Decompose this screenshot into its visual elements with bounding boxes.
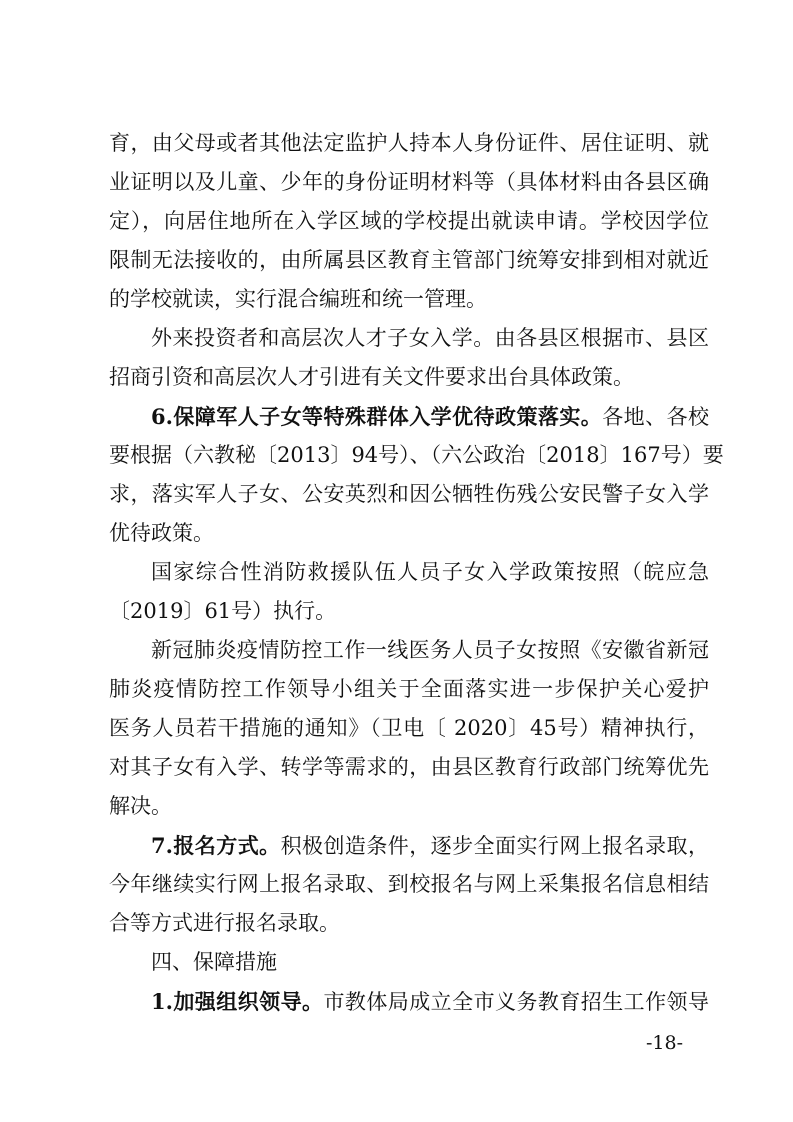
text-line: 定），向居住地所在入学区域的学校提出就读申请。学校因学位 — [109, 209, 709, 233]
section-heading-line — [109, 397, 709, 436]
text-line: 外来投资者和高层次人才子女入学。由各县区根据市、县区 — [151, 326, 709, 350]
text-line: 〔2019〕61号）执行。 — [109, 599, 337, 623]
text-line: 合等方式进行报名录取。 — [109, 911, 340, 935]
text-line: 医务人员若干措施的通知》（卫电〔 2020〕45号）精神执行， — [109, 716, 709, 740]
page-number: -18- — [645, 1032, 683, 1054]
section-heading-1: 1.加强组织领导。 — [151, 989, 324, 1014]
text-line: 新冠肺炎疫情防控工作一线医务人员子女按照《安徽省新冠 — [151, 638, 709, 662]
text-line: 优待政策。 — [109, 521, 214, 545]
section-heading-7: 7.报名方式。 — [151, 833, 281, 858]
text-line: 解决。 — [109, 794, 172, 818]
text-line: 招商引资和高层次人才引进有关文件要求出台具体政策。 — [109, 365, 634, 389]
text-run: 各地、各校 — [602, 405, 710, 429]
text-line: 的学校就读，实行混合编班和统一管理。 — [109, 287, 487, 311]
text-line: 肺炎疫情防控工作领导小组关于全面落实进一步保护关心爱护 — [109, 677, 709, 701]
section-heading-line — [109, 826, 709, 865]
text-line: 国家综合性消防救援队伍人员子女入学政策按照（皖应急 — [151, 560, 709, 584]
text-run: 积极创造条件，逐步全面实行网上报名录取， — [280, 834, 709, 858]
text-line: 今年继续实行网上报名录取、到校报名与网上采集报名信息相结 — [109, 872, 709, 896]
text-line: 限制无法接收的，由所属县区教育主管部门统筹安排到相对就近 — [109, 248, 709, 272]
text-run: 市教体局成立全市义务教育招生工作领导 — [323, 990, 709, 1014]
text-line: 育，由父母或者其他法定监护人持本人身份证件、居住证明、就 — [109, 131, 709, 155]
document-body — [109, 124, 724, 1021]
chapter-heading: 四、保障措施 — [151, 950, 277, 974]
text-line: 要根据（六教秘〔2013〕94号）、（六公政治〔2018〕167号）要 — [109, 443, 724, 467]
text-line: 求，落实军人子女、公安英烈和因公牺牲伤残公安民警子女入学 — [109, 482, 709, 506]
section-heading-line — [109, 982, 709, 1021]
section-heading-6: 6.保障军人子女等特殊群体入学优待政策落实。 — [151, 404, 603, 429]
text-line: 对其子女有入学、转学等需求的，由县区教育行政部门统筹优先 — [109, 755, 709, 779]
text-line: 业证明以及儿童、少年的身份证明材料等（具体材料由各县区确 — [109, 170, 709, 194]
